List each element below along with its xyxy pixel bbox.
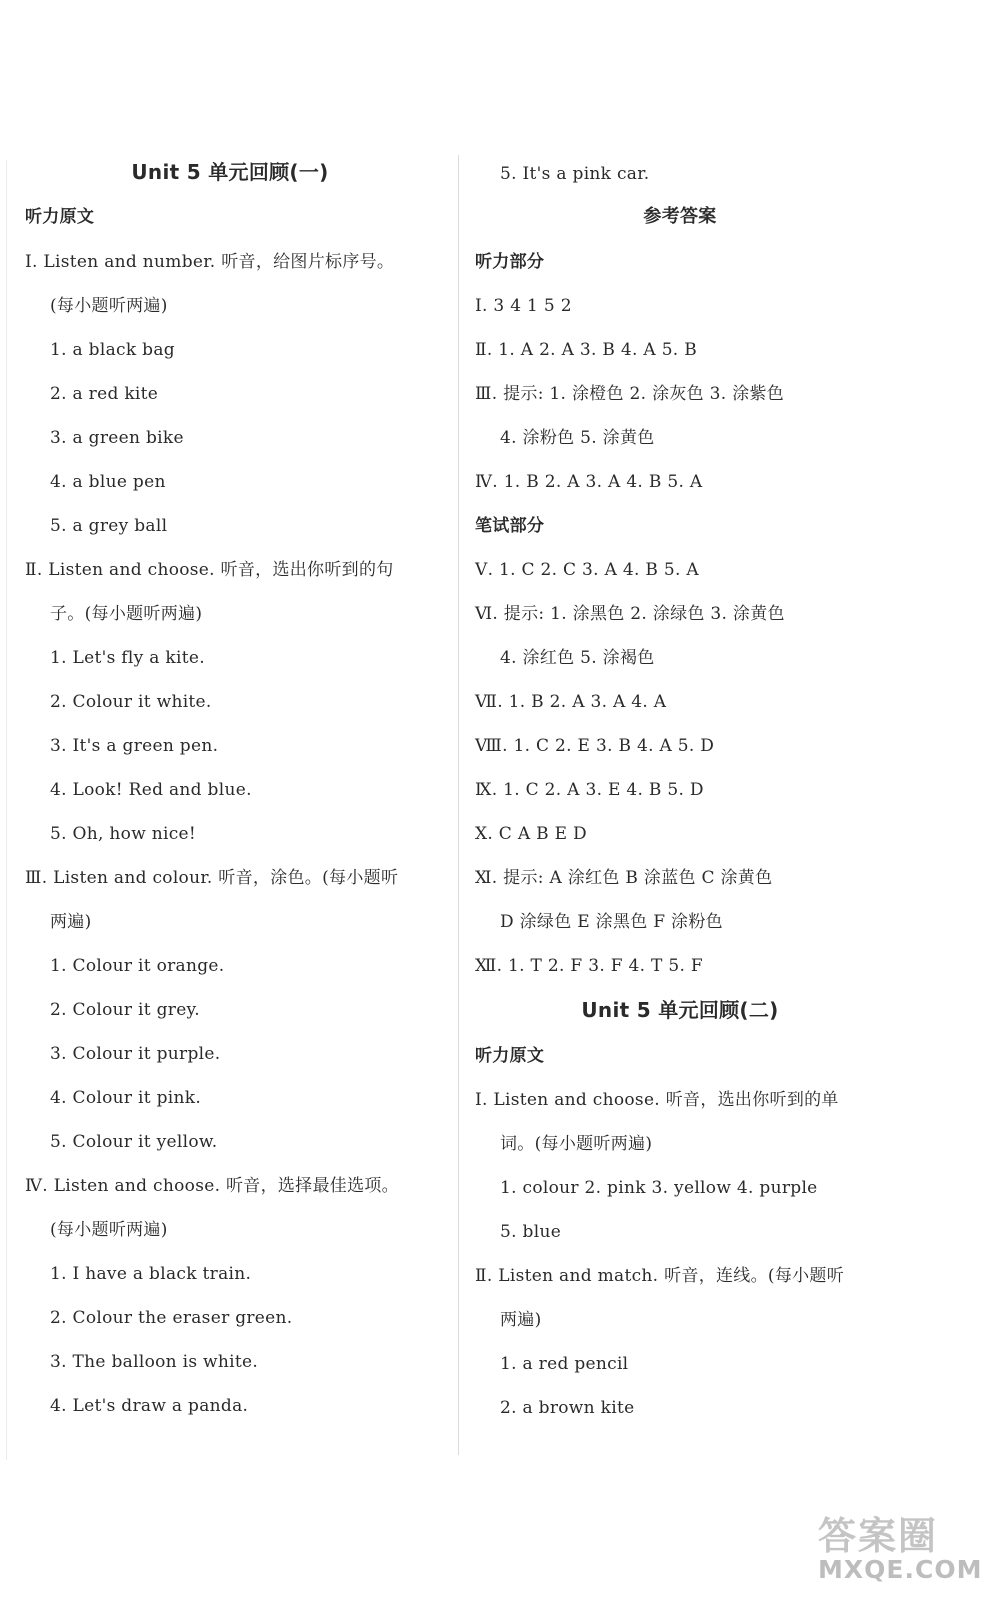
- written-heading: 笔试部分: [475, 516, 545, 536]
- question-note: (每小题听两遍): [50, 296, 168, 316]
- question-prompt-cont: 两遍): [500, 1310, 542, 1330]
- answer-row: 4. 涂红色 5. 涂褐色: [500, 648, 655, 668]
- answers-title: 参考答案: [643, 206, 717, 227]
- answer-row: Ⅻ. 1. T 2. F 3. F 4. T 5. F: [475, 956, 704, 976]
- answer-row: Ⅵ. 提示: 1. 涂黑色 2. 涂绿色 3. 涂黄色: [475, 604, 785, 624]
- listening-heading: 听力部分: [475, 252, 545, 272]
- list-item: 1. a red pencil: [500, 1354, 629, 1374]
- question-prompt-cont: 子。(每小题听两遍): [50, 604, 203, 624]
- question-prompt: Ⅱ. Listen and choose. 听音，选出你听到的句: [25, 560, 394, 580]
- question-prompt: Ⅰ. Listen and choose. 听音，选出你听到的单: [475, 1090, 839, 1110]
- list-item: 2. Colour the eraser green.: [50, 1308, 293, 1328]
- answer-row: Ⅴ. 1. C 2. C 3. A 4. B 5. A: [475, 560, 699, 580]
- question-prompt: Ⅰ. Listen and number. 听音，给图片标序号。: [25, 252, 395, 272]
- unit-title: Unit 5 单元回顾(二): [581, 998, 779, 1022]
- list-item: 1. Let's fly a kite.: [50, 648, 205, 668]
- question-prompt-cont: 两遍): [50, 912, 92, 932]
- section-heading: 听力原文: [475, 1046, 545, 1066]
- answer-row: D 涂绿色 E 涂黑色 F 涂粉色: [500, 912, 723, 932]
- question-prompt: Ⅳ. Listen and choose. 听音，选择最佳选项。: [25, 1176, 399, 1196]
- page-edge-line: [6, 160, 7, 1460]
- watermark-url: MXQE.COM: [818, 1555, 983, 1584]
- list-item: 4. Colour it pink.: [50, 1088, 202, 1108]
- list-item: 4. Let's draw a panda.: [50, 1396, 249, 1416]
- list-item: 4. a blue pen: [50, 472, 166, 492]
- list-item: 1. colour 2. pink 3. yellow 4. purple: [500, 1178, 818, 1198]
- list-item: 3. Colour it purple.: [50, 1044, 221, 1064]
- list-item: 3. It's a green pen.: [50, 736, 219, 756]
- list-item: 5. blue: [500, 1222, 562, 1242]
- list-item: 2. Colour it white.: [50, 692, 212, 712]
- list-item: 5. a grey ball: [50, 516, 168, 536]
- answer-row: Ⅹ. C A B E D: [475, 824, 587, 844]
- answer-row: Ⅸ. 1. C 2. A 3. E 4. B 5. D: [475, 780, 704, 800]
- question-prompt: Ⅱ. Listen and match. 听音，连线。(每小题听: [475, 1266, 845, 1286]
- column-divider: [458, 155, 459, 1455]
- list-item: 3. The balloon is white.: [50, 1352, 259, 1372]
- list-item: 5. Oh, how nice!: [50, 824, 197, 844]
- question-prompt: Ⅲ. Listen and colour. 听音，涂色。(每小题听: [25, 868, 399, 888]
- unit-title: Unit 5 单元回顾(一): [131, 160, 329, 184]
- answer-row: Ⅱ. 1. A 2. A 3. B 4. A 5. B: [475, 340, 698, 360]
- answer-row: Ⅶ. 1. B 2. A 3. A 4. A: [475, 692, 667, 712]
- section-heading: 听力原文: [25, 207, 95, 227]
- list-item: 2. a red kite: [50, 384, 159, 404]
- list-item: 5. Colour it yellow.: [50, 1132, 218, 1152]
- list-item: 4. Look! Red and blue.: [50, 780, 252, 800]
- question-prompt-cont: 词。(每小题听两遍): [500, 1134, 653, 1154]
- answer-row: Ⅳ. 1. B 2. A 3. A 4. B 5. A: [475, 472, 703, 492]
- list-item: 3. a green bike: [50, 428, 184, 448]
- list-item: 2. a brown kite: [500, 1398, 635, 1418]
- answer-row: Ⅲ. 提示: 1. 涂橙色 2. 涂灰色 3. 涂紫色: [475, 384, 785, 404]
- list-item: 1. I have a black train.: [50, 1264, 252, 1284]
- answer-row: Ⅷ. 1. C 2. E 3. B 4. A 5. D: [475, 736, 715, 756]
- list-item: 2. Colour it grey.: [50, 1000, 200, 1020]
- watermark-text: 答案圈: [818, 1514, 939, 1558]
- list-item: 1. Colour it orange.: [50, 956, 225, 976]
- answer-row: Ⅺ. 提示: A 涂红色 B 涂蓝色 C 涂黄色: [475, 868, 773, 888]
- watermark-logo: [818, 1505, 988, 1590]
- question-note: (每小题听两遍): [50, 1220, 168, 1240]
- answer-row: Ⅰ. 3 4 1 5 2: [475, 296, 572, 316]
- list-item: 1. a black bag: [50, 340, 175, 360]
- answer-row: 4. 涂粉色 5. 涂黄色: [500, 428, 655, 448]
- list-item: 5. It's a pink car.: [500, 164, 650, 184]
